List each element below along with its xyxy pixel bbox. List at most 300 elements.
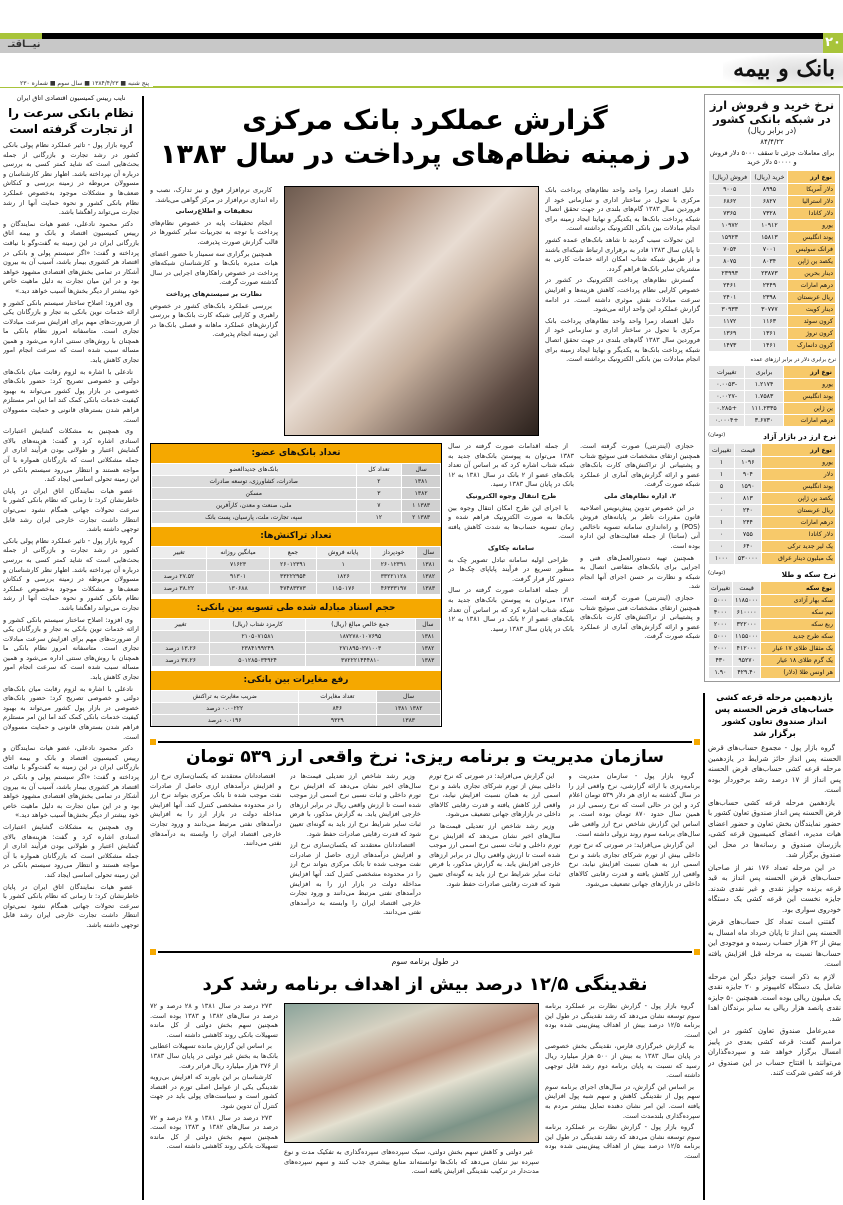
- table-cell: هر اونس طلا (دلار): [761, 667, 835, 678]
- main-headline: [150, 104, 700, 172]
- table-cell: ۳۰۷۷۷: [751, 304, 787, 315]
- table-cell: ۱۳۸۳ ۲: [402, 512, 440, 523]
- paragraph: عضو هیات نمایندگان اتاق ایران در پایان خاطرنشان کرد: تا زمانی که نظام بانکی کشور با سرعت تحولات جهانی همگام نشود نمی‌توان انتظار داشت تجارت خارجی ایران رشد قابل توجهی داشته باشد.: [3, 486, 139, 534]
- table-cell: ۳۲۲۰۰۰: [733, 619, 760, 630]
- currency-unit: (در برابر ریال): [747, 126, 797, 135]
- table-cell: ۰.۰۱۹۶ درصد: [152, 715, 298, 726]
- table-row: [709, 316, 835, 327]
- table-row: [152, 512, 440, 523]
- table-cell: دلار: [762, 469, 835, 480]
- text-column: [290, 772, 422, 942]
- table-cell: ۲۶۰۱۲۳۹۱: [371, 559, 416, 570]
- column-header: تغییر: [152, 547, 206, 558]
- table-cell: سکه بهار آزادی: [761, 595, 835, 606]
- main-col-below-right: [580, 442, 700, 727]
- article3-col-left: [150, 1002, 278, 1200]
- table-cell: ۱۵۸۱۳: [751, 232, 787, 243]
- right-article: [708, 692, 841, 1200]
- table-cell: درهم امارات: [762, 517, 835, 528]
- table-row: [152, 655, 440, 666]
- dateline: پنج شنبه ■ ۱۳۸۴/۴/۲۳ ■ سال سوم ■ شماره ۲۳۰: [0, 80, 153, 87]
- table-row: [709, 379, 835, 390]
- paragraph: گروه بازار پول - مجموع حساب‌های قرض الحسنه پس انداز حائز شرایط در یازدهمین مرحله قرعه کشی حساب‌های قرض الحسنه پس انداز از ۱۷ درصد رشد برخوردار بوده است.: [708, 744, 841, 794]
- table-cell: +۰.۰۰۰۴: [709, 415, 744, 426]
- table-cell: ۱۱۵۵۰۰۰: [733, 631, 760, 642]
- table-cell: ۱۰۰۰: [709, 553, 734, 564]
- paragraph: گسترش نظام‌های پرداخت الکترونیک در کشور در خصوص کارایی نظام پرداخت، کاهش هزینه‌ها و افزایش سرعت مبادلات نقش موثری داشته است. در ادامه گزارش عملکرد این واحد ارائه می‌شود.: [545, 276, 700, 314]
- paragraph: وی افزود: اصلاح ساختار سیستم بانکی کشور و ارائه خدمات نوین بانکی به تجار و بازرگانان یکی از ضرورت‌های مهم برای افزایش سرعت مبادلات تجاری است. متاسفانه امروز نظام بانکی ما همچنان با روش‌های سنتی اداره می‌شود و همین مساله سبب شده است که سرعت انجام امور تجاری کاهش یابد.: [3, 615, 139, 682]
- table-cell: [152, 559, 206, 570]
- paragraph: وی همچنین به مشکلات گشایش اعتبارات اسنادی اشاره کرد و گفت: هزینه‌های بالای گشایش اعتبار و طولانی بودن فرآیند اداری از جمله مشکلاتی است که بازرگانان همواره با آن مواجه هستند و انتظار می‌رود سیستم بانکی در این زمینه تحولی اساسی ایجاد کند.: [3, 822, 139, 879]
- table-cell: ۱.۲۱۷۴: [745, 379, 782, 390]
- table-row: [709, 304, 835, 315]
- table-cell: یورو: [762, 457, 835, 468]
- table-cell: ۲۷.۵۲ درصد: [152, 571, 206, 582]
- column-header: ضریب مغایرت به تراکنش: [152, 691, 298, 702]
- paragraph: وزیر رشد شاخص ارز تعدیلی قیمت‌ها در سال‌های اخیر نشان می‌دهد که افزایش نرخ تورم داخلی و ثبات نسبی نرخ اسمی ارز موجب شده است تا ارزش واقعی ریال در برابر ارزهای خارجی افزایش یابد. به گزارش مذکور، با فرض ثبات سایر شرایط نرخ ارز باید به گونه‌ای تعیین شود که قدرت رقابتی صادرات حفظ شود.: [289, 772, 421, 838]
- table-row: [152, 500, 440, 511]
- paragraph: وی افزود: اصلاح ساختار سیستم بانکی کشور و ارائه خدمات نوین بانکی به تجار و بازرگانان یکی از ضرورت‌های مهم برای افزایش سرعت مبادلات تجاری است. متاسفانه امروز نظام بانکی ما همچنان با روش‌های سنتی اداره می‌شود و همین مساله سبب شده است که سرعت انجام امور تجاری کاهش یابد.: [3, 298, 139, 365]
- table-cell: ۸۴۶: [299, 703, 377, 714]
- table-cell: ملی، صنعت و معدن، کارآفرین: [152, 500, 356, 511]
- table-cell: دلار استرالیا: [788, 196, 835, 207]
- table-cell: ۱۴۷۳: [709, 340, 750, 351]
- table-cell: پوند انگلیس: [762, 481, 835, 492]
- column-header: خودپرداز: [371, 547, 416, 558]
- paragraph: همچنین تهیه دستورالعمل‌های فنی و اجرایی برای بانک‌های متقاضی اتصال به شبکه و نظارت بر حسن اجرای آنها انجام شد.: [580, 553, 700, 591]
- table-row: [152, 559, 440, 570]
- column-header: قیمت: [735, 444, 761, 456]
- table-cell: ۶۴۰: [735, 541, 761, 552]
- table-cell: ۲۶۰۱۲۳۹۱: [270, 559, 315, 570]
- free-market-title: [708, 432, 836, 441]
- table-row: [709, 391, 835, 402]
- paragraph: گروه بازار پول - سازمان مدیریت و برنامه‌ریزی با ارائه گزارشی، نرخ واقعی ارز را در سال گذشته به ازای هر دلار ۵۳۹ تومان اعلام کرد و این در حالی است که نرخ رسمی ارز در همین سال حدود ۸۷۰ تومان بوده است. بر اساس این گزارش شاخص نرخ ارز واقعی طی سال‌های برنامه سوم روند نزولی داشته است.: [568, 772, 700, 838]
- parity-table: [708, 365, 836, 427]
- article-title: یازدهمین مرحله قرعه کشی حساب‌های قرض الحسنه پس انداز صندوق تعاون کشور برگزار شد: [714, 693, 835, 739]
- column-header: تغییر: [152, 619, 209, 630]
- table-cell: ۱۳۸۱: [402, 476, 440, 487]
- table-cell: ۲۴۴۹: [751, 280, 787, 291]
- table-row: [709, 280, 835, 291]
- subheading: ۲. اداره نظام‌های ملی: [604, 491, 676, 500]
- table-cell: ۱۳.۲۶ درصد: [152, 643, 209, 654]
- column-header: نوع ارز: [788, 171, 835, 183]
- table-row: [709, 403, 835, 414]
- paragraph: از جمله اقدامات صورت گرفته در سال ۱۳۸۳ می‌توان به پیوستن بانک‌های جدید به شبکه شتاب اشاره کرد که بر اساس آن تعداد بانک‌های عضو از ۲ بانک در سال ۱۳۸۱ به ۱۲ بانک در پایان سال ۱۳۸۳ رسید.: [448, 442, 574, 489]
- column-header: تعداد کل: [357, 464, 402, 475]
- divider-square: [150, 949, 156, 955]
- paragraph: دلیل اقتصاد زمرا واحد واحد نظام‌های پرداخت بانک مرکزی با تحول در ساختار اداری و سازمانی خود از فروردین سال ۱۳۸۳ گام‌های بلندی در جهت تحقق اتصال شبکه پرداخت بانک‌ها به یکدیگر و نهایتا ایجاد زمینه برای انجام مبادلات بین بانکی الکترونیک برداشته است.: [545, 316, 700, 364]
- column-header: بانک‌های جدیدالعضو: [152, 464, 356, 475]
- table-cell: ۱۱۶۳: [751, 316, 787, 327]
- table-cell: ۴۰۰۰: [709, 607, 732, 618]
- table-row: [709, 256, 835, 267]
- table-cell: ۳۸.۲۲ درصد: [152, 583, 206, 594]
- table-cell: ۴۳۰: [709, 655, 732, 666]
- table-cell: پوند انگلیس: [788, 232, 835, 243]
- main-col-right: [545, 186, 700, 438]
- table-cell: ۱: [709, 457, 734, 468]
- table-cell: یک لیر جدید ترکی: [762, 541, 835, 552]
- table-row: [152, 476, 440, 487]
- paragraph: از جمله اقدامات صورت گرفته در سال ۱۳۸۳ می‌توان به پیوستن بانک‌های جدید به شبکه شتاب اشاره کرد که بر اساس آن تعداد بانک‌های عضو از ۲ بانک در سال ۱۳۸۱ به ۱۲ بانک در پایان سال ۱۳۸۳ رسید.: [448, 586, 574, 633]
- table-row: [709, 457, 835, 468]
- table-cell: ۲۴۰۱: [709, 292, 750, 303]
- table-cell: ۷۰۵۴: [709, 244, 750, 255]
- table-cell: ۴۱۲۰۰۰: [733, 643, 760, 654]
- table-row: [709, 607, 835, 618]
- paragraph: کاربری نرم‌افزار فوق و نیز تدارک، نصب و راه اندازی نرم‌افزار در مرکز گواهی می‌باشد.: [150, 186, 278, 204]
- table-cell: ۳: [357, 488, 402, 499]
- table-cell: ۰: [709, 505, 734, 516]
- paragraph: بررسی عملکرد بانک‌های کشور در خصوص راهبری و کارایی شبکه کارت بانک‌ها و بررسی گزارش‌های عملکرد ماهانه و فصلی بانک‌ها در این زمینه انجام پذیرفت.: [150, 301, 278, 339]
- table-cell: ۷۳۲۸: [751, 208, 787, 219]
- table-cell: ۷: [357, 500, 402, 511]
- table-row: [152, 715, 440, 726]
- table-cell: ۶۸۶۲: [709, 196, 750, 207]
- paragraph: دکتر محمود نادعلی، عضو هیات نمایندگان و رییس کمیسیون اقتصاد و بانک و بیمه اتاق بازرگانی ایران در این زمینه به گفت‌وگو با نیاقت پرداخته و گفت: «اگر سیستم پولی و بانکی در اقتصاد هر کشوری بیمار باشد، آسیب آن به بیرون آشکار در تمامی بخش‌های اقتصادی مشهود خواهد بود و در این میان تجارت به دلیل ماهیت خاص خود بیشتر از دیگر بخش‌ها آسیب خواهد دید.»: [3, 744, 139, 820]
- table-cell: ۱۳۸۲: [416, 643, 440, 654]
- table-row: [152, 643, 440, 654]
- headline-line: در زمینه نظام‌های پرداخت در سال ۱۳۸۳: [160, 139, 690, 170]
- table-cell: ۲۰۰۰: [709, 643, 732, 654]
- paragraph: مدیرعامل صندوق تعاون کشور در این مراسم گفت: قرعه کشی بعدی در پاییز امسال برگزار خواهد شد و سپرده‌گذاران می‌توانند با افتتاح حساب در این صندوق در قرعه کشی شرکت کنند.: [708, 1027, 841, 1077]
- table-row: [709, 232, 835, 243]
- table-cell: دلار کانادا: [762, 529, 835, 540]
- paragraph: دلیل اقتصاد زمرا واحد واحد نظام‌های پرداخت بانک مرکزی با تحول در ساختار اداری و سازمانی خود از فروردین سال ۱۳۸۳ گام‌های بلندی در جهت تحقق اتصال شبکه پرداخت بانک‌ها به یکدیگر و نهایتا ایجاد زمینه برای انجام مبادلات بین بانکی الکترونیک برداشته است.: [545, 186, 700, 233]
- table-row: [709, 493, 835, 504]
- table-cell: ریال عربستان: [788, 292, 835, 303]
- table-cell: ۱۳۶۹: [709, 328, 750, 339]
- table-cell: ۷۵۵: [735, 529, 761, 540]
- column-header: نوع سکه: [761, 582, 835, 594]
- discrepancy-table: [151, 690, 441, 727]
- table-cell: ۷۳۶۵: [709, 208, 750, 219]
- column-header: خرید (ریال): [751, 171, 787, 183]
- table-cell: ۱۰۹۶: [735, 457, 761, 468]
- table-title: حجم اسناد مبادله شده طی تسویه بین بانکی:: [151, 599, 441, 618]
- members-table: [151, 463, 441, 524]
- table-row: [709, 292, 835, 303]
- table-cell: ۱۰۹۷۲: [709, 220, 750, 231]
- table-cell: ۵۰۰۰: [709, 631, 732, 642]
- table-cell: ۶۸۲۷: [751, 196, 787, 207]
- table-cell: ۳۷۲۲۲۱۴۴۴۸۱۰: [306, 655, 415, 666]
- paragraph: دکتر محمود نادعلی، عضو هیات نمایندگان و رییس کمیسیون اقتصاد و بانک و بیمه اتاق بازرگانی ایران در این زمینه به گفت‌وگو با نیاقت پرداخته و گفت: «اگر سیستم پولی و بانکی در اقتصاد هر کشوری بیمار باشد، آسیب آن به بیرون آشکار در تمامی بخش‌های اقتصادی مشهود خواهد بود و در این میان تجارت به دلیل ماهیت خاص خود بیشتر از دیگر بخش‌ها آسیب خواهد دید.»: [3, 219, 139, 295]
- table-row: [709, 643, 835, 654]
- paragraph: بر اساس این گزارش مانده تسهیلات اعطایی بانک‌ها به بخش غیر دولتی در پایان سال ۱۳۸۳ از ۳۷۶ هزار میلیارد ریال فراتر رفت.: [150, 1042, 278, 1070]
- table-row: [709, 340, 835, 351]
- section-divider: [158, 951, 692, 953]
- table-cell: ۱۳۸۲: [402, 488, 440, 499]
- table-row: [709, 328, 835, 339]
- newspaper-logo: نیــاقتـ: [8, 39, 41, 50]
- table-row: [709, 553, 835, 564]
- header-grey-bar: [0, 39, 843, 53]
- table-cell: ۵۰۱۲۸۵۰۳۴۹۲۴: [210, 655, 304, 666]
- currency-rates-box: [704, 94, 840, 682]
- table-cell: فرانک سوئیس: [788, 244, 835, 255]
- table-cell: ۰: [709, 541, 734, 552]
- table-cell: ۱۳۸۳ ۱: [402, 500, 440, 511]
- table-title: تعداد بانک‌های عضو:: [151, 444, 441, 463]
- column-header: نوع ارز: [784, 366, 835, 378]
- free-market-table: [708, 443, 836, 565]
- column-rule: [142, 96, 144, 1200]
- subheading: نظارت بر سیستم‌های پرداخت: [165, 289, 263, 298]
- table-cell: [152, 631, 209, 642]
- table-cell: یکصد ین ژاپن: [762, 493, 835, 504]
- table-row: [152, 583, 440, 594]
- table-row: [709, 595, 835, 606]
- divider-square: [694, 739, 700, 745]
- table-cell: ۱۳۸۳: [417, 583, 440, 594]
- table-title: نرخ سکه و طلا: [781, 570, 836, 579]
- table-cell: ۱.۷۵۸۳: [745, 391, 782, 402]
- divider-square: [694, 949, 700, 955]
- section-title: بانک و بیمه: [733, 56, 835, 82]
- column-rule: [703, 693, 705, 1200]
- table-title: نرخ ارز در بازار آزاد: [763, 432, 836, 441]
- paragraph: در این خصوص تدوین پیش‌نویس اصلاحیه قانون مقررات ناظر بر پایانه‌های فروش (POS) و راه‌اندازی سامانه تسویه ناخالص آنی (ساتنا) از جمله فعالیت‌های این اداره بوده است.: [580, 503, 700, 550]
- table-cell: ۰: [709, 529, 734, 540]
- table-cell: یکصد ین ژاپن: [788, 256, 835, 267]
- column-header: تغییرات: [709, 366, 744, 378]
- table-cell: ۱۸۲۶: [317, 571, 370, 582]
- coins-title: [708, 570, 836, 579]
- paragraph: این تحولات سبب گردید تا شاهد بانک‌های عمده کشور تا پایان سال ۱۳۸۳ قادر به برقراری ارتباط شبکه‌ای باشند و از طریق شبکه شتاب امکان ارائه خدمات کارتی به مشتریان سایر بانک‌ها فراهم گردد.: [545, 235, 700, 273]
- table-cell: سکه طرح جدید: [761, 631, 835, 642]
- article3-col-under: [284, 1148, 539, 1200]
- table-cell: یک میلیون دینار عراق: [762, 553, 835, 564]
- table-cell: ۱۳۸۲ ۱۳۸۱: [377, 703, 440, 714]
- column-header: سال: [377, 691, 440, 702]
- table-cell: ۸۱۳: [735, 493, 761, 504]
- table-cell: ۲۱۰۵۰۷۱۵۸۱: [210, 631, 304, 642]
- table-cell: ۱۳۸۱: [417, 559, 440, 570]
- paragraph: لازم به ذکر است جوایز دیگر این مرحله شامل یک دستگاه کامپیوتر و ۲۰ جایزه نقدی یک میلیون ریالی بوده است. همچنین ۵۰ جایزه نقدی پانصد هزار ریالی به سایر برندگان اهدا شد.: [708, 972, 841, 1023]
- table-cell: ۵۰۰۰: [709, 595, 732, 606]
- table-cell: پوند انگلیس: [784, 391, 835, 402]
- table-cell: مسکن: [152, 488, 356, 499]
- table-cell: ۱۴۶۱: [751, 340, 787, 351]
- paragraph: اقتصاددانان معتقدند که یکسان‌سازی نرخ ارز و افزایش درآمدهای ارزی حاصل از صادرات نفت موجب شده تا بانک مرکزی بتواند نرخ ارز را در محدوده مشخصی کنترل کند. آنها افزایش مداخله دولت در بازار ارز را به افزایش درآمدهای نفتی مرتبط می‌دانند و ورود تجارت خارجی اقتصاد ایران را وابسته به درآمدهای نفتی می‌دانند.: [289, 841, 421, 917]
- table-cell: ۳۰۹۳۳: [709, 304, 750, 315]
- main-col-below-mid: [448, 442, 574, 727]
- table-cell: دینار کویت: [788, 304, 835, 315]
- paragraph: گروه بازار پول - تاثیر عملکرد نظام پولی بانکی کشور در رشد تجارت و بازرگانی از جمله بحث‌هایی است که شاید کمتر کسی به بررسی درباره آن نپرداخته باشد. اظهار نظر کارشناسان و مسوولان مربوطه در زمینه بررسی و کنکاش ضعف‌ها و مشکلات موجود به‌خصوص عملکرد نظام بانکی کشور و نحوه حمایت آنها از رشد تجارت می‌تواند راهگشا باشد.: [3, 536, 139, 612]
- table-cell: ۲۳۹۸: [751, 292, 787, 303]
- table-cell: ۹۳۲۹: [299, 715, 377, 726]
- table-row: [709, 541, 835, 552]
- table-row: [709, 529, 835, 540]
- paragraph: با اجرای این طرح امکان انتقال وجوه بین بانک‌ها به صورت الکترونیک فراهم شده و زمان تسویه حساب‌ها به شدت کاهش یافته است.: [448, 503, 574, 541]
- table-title: رفع مغایرات بین بانکی:: [151, 671, 441, 690]
- table-cell: ۲۳۸۴۱۹۹۲۴۹: [210, 643, 304, 654]
- table-cell: کرون نروژ: [788, 328, 835, 339]
- table-row: [709, 244, 835, 255]
- table-cell: ۵: [709, 481, 734, 492]
- table-row: [152, 703, 440, 714]
- page-number: ۲۰: [823, 33, 843, 53]
- table-cell: ۱۰۹۱۲: [751, 220, 787, 231]
- table-cell: دلار کانادا: [788, 208, 835, 219]
- table-cell: ۱۳۸۱: [416, 631, 440, 642]
- settlement-table: [151, 618, 441, 667]
- table-title: نرخ برابری دلار در برابر ارزهای عمده: [750, 357, 836, 363]
- table-cell: ۱۵۹۰: [735, 481, 761, 492]
- paragraph: گروه بازار پول - تاثیر عملکرد نظام پولی بانکی کشور در رشد تجارت و بازرگانی از جمله بحث‌هایی است که شاید کمتر کسی به بررسی درباره آن نپرداخته باشد. اظهار نظر کارشناسان و مسوولان مربوطه در زمینه بررسی و کنکاش ضعف‌ها و مشکلات موجود به‌خصوص عملکرد نظام بانکی کشور و نحوه حمایت آنها از رشد تجارت می‌تواند راهگشا باشد.: [3, 141, 139, 217]
- currency-date: ۸۴/۴/۲۲: [760, 138, 784, 146]
- table-cell: ۲۳۸۷۳: [751, 268, 787, 279]
- table-row: [709, 208, 835, 219]
- column-header: جمع خالص مبالغ (ریال): [306, 619, 415, 630]
- table-cell: ۱۱۱.۲۳۳۵: [745, 403, 782, 414]
- column-header: برابری: [745, 366, 782, 378]
- table-row: [709, 220, 835, 231]
- table-cell: ۰: [709, 493, 734, 504]
- text-column: [569, 772, 701, 942]
- table-cell: ین ژاپن: [784, 403, 835, 414]
- table-cell: ۱: [709, 517, 734, 528]
- paragraph: گروه بازار پول - گزارش نظارت بر عملکرد برنامه سوم توسعه نشان می‌دهد که رشد نقدینگی در طول این برنامه ۱۲/۵ درصد بیش از اهداف پیش‌بینی شده بوده است.: [545, 1123, 700, 1160]
- paragraph: ۲۷۳ درصد در سال ۱۳۸۱ و ۲۸ درصد و ۷۲ درصد در سال‌های ۱۳۸۲ و ۱۳۸۳ بوده است. همچنین سهم بخش دولتی از کل مانده تسهیلات بانکی روند کاهشی داشته است.: [150, 1002, 278, 1039]
- table-cell: ۱۸۷۲۷۸۰۱۰۷۶۹۵: [306, 631, 415, 642]
- table-cell: +۰.۲۸۵: [709, 403, 744, 414]
- credit-card-photo: [284, 186, 539, 436]
- table-cell: صادرات، کشاورزی، توسعه صادرات: [152, 476, 356, 487]
- column-header: فروش (ریال): [709, 171, 750, 183]
- table-row: [152, 571, 440, 582]
- article-kicker: نایب رییس کمیسیون اقتصادی اتاق ایران: [16, 94, 126, 102]
- paragraph: طراحی اولیه سامانه تبادل تصویر چک به منظور تسریع در فرآیند پایاپای چک‌ها در دستور کار قرار گرفت.: [448, 555, 574, 583]
- table-cell: ۳۳۲۲۱۱۲۸: [371, 571, 416, 582]
- table-title: تعداد تراکنش‌ها:: [151, 527, 441, 546]
- table-cell: ۱۳۸۲: [417, 571, 440, 582]
- article2-headline: سازمان مدیریت و برنامه ریزی: نرخ واقعی ارز ۵۳۹ تومان: [185, 747, 665, 767]
- table-cell: نیم سکه: [761, 607, 835, 618]
- table-cell: ۳۳۲۲۲۹۵۴: [270, 571, 315, 582]
- table-cell: ۴۷۴۸۳۳۷۳: [270, 583, 315, 594]
- banknotes-photo: [284, 1003, 539, 1143]
- table-cell: درهم امارات: [784, 415, 835, 426]
- table-cell: ۱: [317, 559, 370, 570]
- table-cell: ۱۵۹۲۳: [709, 232, 750, 243]
- paragraph: حجازی (اینترنتی) صورت گرفته است. همچنین ارتقای مشخصات فنی سوئیچ شتاب و پشتیبانی از تراکنش‌های کارت بانک‌های عضو و ارائه گزارش‌های آماری از عملکرد شبکه صورت گرفت.: [580, 442, 700, 489]
- table-cell: ۷۰۰۱: [751, 244, 787, 255]
- table-cell: ۲۳۹۹۳: [709, 268, 750, 279]
- table-cell: ۱: [709, 469, 734, 480]
- table-cell: -۰.۰۰۵۳: [709, 379, 744, 390]
- column-header: پایانه فروش: [317, 547, 370, 558]
- table-cell: ۸۰۳۴: [751, 256, 787, 267]
- table-cell: سپه، تجارت، ملت، پارسیان، پست بانک: [152, 512, 356, 523]
- coins-table: [708, 581, 836, 679]
- subheading: سامانه چکاوک: [487, 543, 535, 552]
- table-cell: کرون سوئد: [788, 316, 835, 327]
- table-row: [709, 655, 835, 666]
- table-cell: یک مثقال طلای ۱۷ عیار: [761, 643, 835, 654]
- table-cell: ۱۲: [357, 512, 402, 523]
- table-row: [709, 481, 835, 492]
- table-row: [709, 268, 835, 279]
- table-unit: (تومان): [708, 432, 726, 438]
- main-col-left: [150, 186, 278, 438]
- paragraph: به گزارش خبرگزاری فارس، نقدینگی بخش خصوصی در پایان سال ۱۳۸۳ به بیش از ۵۰۰ هزار میلیارد ریال رسید که نسبت به پایان برنامه دوم رشد قابل توجهی داشته است.: [545, 1042, 700, 1080]
- table-row: [152, 631, 440, 642]
- table-cell: ۹۱۳۰۱: [207, 571, 269, 582]
- paragraph: نادعلی با اشاره به لزوم رقابت میان بانک‌های دولتی و خصوصی تصریح کرد: حضور بانک‌های خصوصی در بازار پول کشور می‌تواند به بهبود کیفیت خدمات بانکی کمک کند اما این امر مستلزم فراهم شدن بسترهای قانونی و حمایت مسوولان است.: [3, 684, 139, 741]
- table-row: [709, 667, 835, 678]
- table-cell: ریال عربستان: [762, 505, 835, 516]
- table-row: [709, 415, 835, 426]
- table-cell: یورو: [788, 220, 835, 231]
- table-cell: دینار بحرین: [788, 268, 835, 279]
- column-header: نوع ارز: [762, 444, 835, 456]
- table-cell: ۲۴۶۱: [709, 280, 750, 291]
- table-cell: ربع سکه: [761, 619, 835, 630]
- left-article: [3, 94, 139, 1200]
- table-cell: ۴۶۳۳۳۱۹۷: [371, 583, 416, 594]
- table-row: [709, 184, 835, 195]
- table-cell: ۹۰۴: [735, 469, 761, 480]
- table-cell: دلار آمریکا: [788, 184, 835, 195]
- paragraph: همچنین برگزاری سه سمینار با حضور اعضای هیات مدیره بانک‌ها و کارشناسان شبکه‌های پرداخت در خصوص راهکارهای اجرایی در سال گذشته صورت گرفت.: [150, 249, 278, 287]
- paragraph: حجازی (اینترنتی) صورت گرفته است. همچنین ارتقای مشخصات فنی سوئیچ شتاب و پشتیبانی از تراکنش‌های کارت بانک‌های عضو و ارائه گزارش‌های آماری از عملکرد شبکه صورت گرفت.: [580, 593, 700, 641]
- table-cell: ۵۳۰۰۰۰: [735, 553, 761, 564]
- paragraph: گروه بازار پول - گزارش نظارت بر عملکرد برنامه سوم توسعه نشان می‌دهد که رشد نقدینگی در طول این برنامه ۱۲/۵ درصد بیش از اهداف پیش‌بینی شده بوده است.: [545, 1002, 700, 1039]
- currency-note: برای معاملات جزئی تا سقف ۵۰۰۰ دلار فروش و ۵۰۰۰۰ دلار خرید: [709, 149, 835, 166]
- table-cell: ۹۰۰۵: [709, 184, 750, 195]
- paragraph: عضو هیات نمایندگان اتاق ایران در پایان خاطرنشان کرد: تا زمانی که نظام بانکی کشور با سرعت تحولات جهانی همگام نشود نمی‌توان انتظار داشت تجارت خارجی ایران رشد قابل توجهی داشته باشد.: [3, 882, 139, 929]
- table-row: [709, 619, 835, 630]
- table-unit: (تومان): [708, 570, 726, 576]
- payment-stats-tables: [150, 443, 442, 727]
- text-column: [150, 772, 282, 942]
- transactions-table: [151, 546, 441, 595]
- table-row: [709, 517, 835, 528]
- column-header: سال: [416, 619, 440, 630]
- parity-title: [708, 357, 836, 363]
- table-cell: ۱۱۸۵۰۰۰: [733, 595, 760, 606]
- table-cell: ۱۱۷۲: [709, 316, 750, 327]
- table-cell: ۴۲۹.۴۰: [733, 667, 760, 678]
- table-cell: ۲۴۰: [735, 505, 761, 516]
- article-body: [3, 141, 139, 1201]
- paragraph: ۲۷۳ درصد در سال ۱۳۸۱ و ۲۸ درصد و ۷۲ درصد در سال‌های ۱۳۸۲ و ۱۳۸۳ بوده است. همچنین سهم بخش دولتی از کل مانده تسهیلات بانکی روند کاهشی داشته است.: [150, 1113, 278, 1151]
- table-cell: ۶۱۰۰۰۰: [733, 607, 760, 618]
- article-body: [708, 743, 841, 1198]
- article-title: نظام بانکی سرعت را از تجارت گرفته است: [8, 106, 134, 136]
- table-cell: ۱۳۸۳: [416, 655, 440, 666]
- paragraph: انجام تحقیقات پایه در خصوص نظام‌های پرداخت با توجه به تجربیات سایر کشورها در قالب گزارش صورت پذیرفت.: [150, 218, 278, 246]
- table-row: [709, 196, 835, 207]
- table-cell: ۲۴۴: [735, 517, 761, 528]
- table-cell: ۸۹۹۵: [751, 184, 787, 195]
- table-cell: ۸۰۷۵: [709, 256, 750, 267]
- table-cell: ۷۱۶۲۳: [207, 559, 269, 570]
- paragraph: غیر دولتی و کاهش سهم بخش دولتی، سبک سپرده‌های سپرده‌گذاری به تفکیک مدت و نوع سپرده نیز نشان می‌دهد که بانک‌ها توانسته‌اند منابع بیشتری جذب کنند و سهم سپرده‌های مدت‌دار در ترکیب نقدینگی افزایش یافته است.: [284, 1148, 539, 1176]
- paragraph: اقتصاددانان معتقدند که یکسان‌سازی نرخ ارز و افزایش درآمدهای ارزی حاصل از صادرات نفت موجب شده تا بانک مرکزی بتواند نرخ ارز را در محدوده مشخصی کنترل کند. آنها افزایش مداخله دولت در بازار ارز را به افزایش درآمدهای نفتی مرتبط می‌دانند و ورود تجارت خارجی اقتصاد ایران را وابسته به درآمدهای نفتی می‌دانند.: [150, 772, 282, 848]
- subheading: تحقیقات و اطلاع‌رسانی: [175, 207, 253, 216]
- table-cell: کرون دانمارک: [788, 340, 835, 351]
- article3-col-right: [545, 1002, 700, 1200]
- section-divider: [158, 741, 692, 743]
- column-header: کارمزد شتاب (ریال): [210, 619, 304, 630]
- table-cell: ۱۳۰۶۸۸: [207, 583, 269, 594]
- column-header: تغییرات: [709, 582, 732, 594]
